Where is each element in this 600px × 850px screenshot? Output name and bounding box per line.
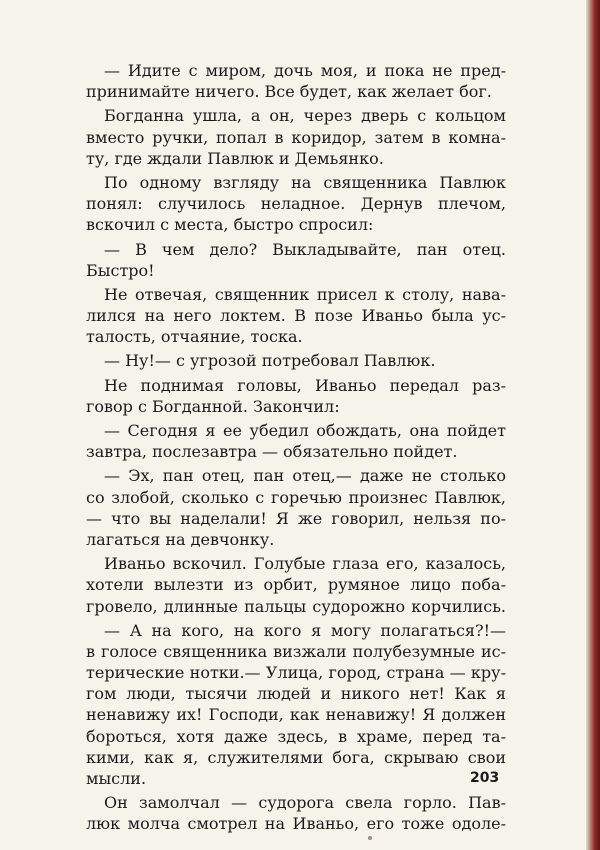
text-line: ту, где ждали Павлюк и Демьянко. [86, 148, 384, 168]
text-line: кими, как я, служителями бога, скрываю свои [86, 747, 506, 767]
body-text [86, 60, 506, 835]
text-line: — А на кого, на кого я могу полагаться?!— [104, 620, 506, 640]
text-line: гом люди, тысячи людей и никого нет! Как я [86, 684, 506, 704]
text-line: принимайте ничего. Все будет, как желает бог. [86, 82, 492, 102]
text-line: — Эх, пан отец, пан отец,— даже не столько [104, 466, 506, 486]
text-line: лился на него локтем. В позе Иваньо была ус- [86, 306, 506, 326]
page-number: 203 [470, 770, 500, 786]
text-line: со злобой, сколько с горечью произнес Павлюк, [86, 487, 506, 507]
text-line: Не поднимая головы, Иваньо передал раз- [104, 375, 506, 395]
text-line: люк молча смотрел на Иваньо, его тоже одоле- [86, 814, 506, 834]
text-line: гровело, длинные пальцы судорожно корчились. [86, 596, 506, 616]
text-line: — Сегодня я ее убедил обождать, она пойдет [104, 421, 506, 440]
text-line: Иваньо вскочил. Голубые глаза его, казалось, [104, 554, 506, 574]
text-line: вместо ручки, попал в коридор, затем в комна- [86, 127, 506, 147]
text-line: Быстро! [86, 260, 155, 280]
text-line: — Идите с миром, дочь моя, и пока не пред- [104, 61, 506, 80]
paper-speck [368, 836, 372, 840]
text-line: мысли. [86, 769, 147, 788]
text-line: в голосе священника визжали полубезумные ис- [86, 641, 506, 661]
text-line: талость, отчаяние, тоска. [86, 327, 303, 347]
text-line: — Ну!— с угрозой потребовал Павлюк. [104, 351, 436, 371]
text-line: хотели вылезти из орбит, румяное лицо поба- [86, 575, 506, 595]
text-line: лагаться на девчонку. [86, 529, 275, 549]
text-line: понял: случилось неладное. Дернув плечом, [86, 194, 506, 214]
text-line: По одному взгляду на священника Павлюк [104, 172, 506, 192]
text-line: Не отвечая, священник присел к столу, нава- [104, 284, 506, 304]
text-line: вскочил с места, быстро спросил: [86, 215, 374, 235]
book-edge [578, 0, 600, 850]
text-line: говор с Богданной. Закончил: [86, 396, 340, 416]
text-line: — В чем дело? Выкладывайте, пан отец. [104, 239, 506, 259]
text-line: Он замолчал — судорога свела горло. Пав- [104, 793, 506, 813]
text-line: ненавижу их! Господи, как ненавижу! Я должен [86, 705, 506, 725]
text-line: завтра, послезавтра — обязательно пойдет. [86, 442, 458, 462]
text-line: бороться, хотя даже здесь, в храме, перед та- [86, 726, 506, 746]
text-line: Богданна ушла, а он, через дверь с кольцом [104, 106, 506, 126]
text-line: терические нотки.— Улица, город, страна — кру- [86, 663, 506, 683]
text-line: — что вы наделали! Я же говорил, нельзя по- [86, 508, 506, 528]
